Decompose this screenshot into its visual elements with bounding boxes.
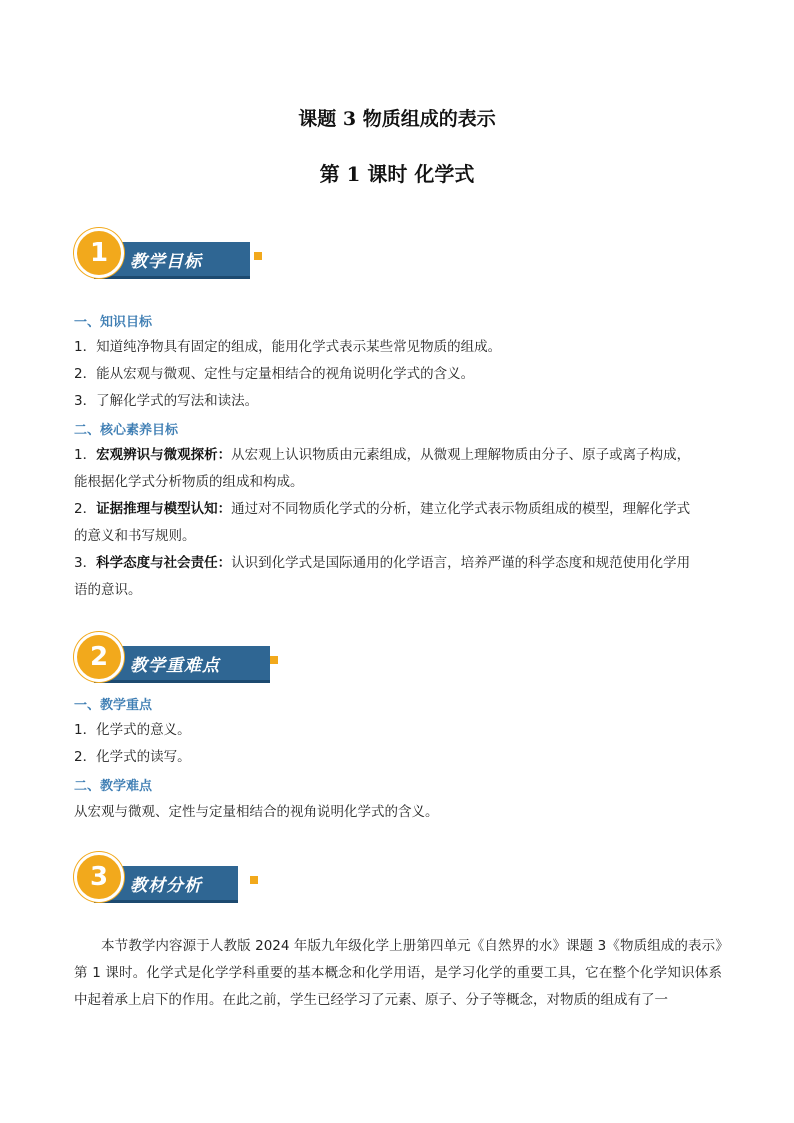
subsection-heading: 一、知识目标 bbox=[74, 315, 153, 330]
section-label: 教材分析 bbox=[130, 876, 202, 896]
section-header-key-points bbox=[74, 632, 274, 688]
section-label: 教学目标 bbox=[130, 252, 202, 272]
list-item bbox=[74, 554, 724, 572]
item-lead: 证据推理与模型认知： bbox=[96, 501, 232, 517]
list-item-continued: 的意义和书写规则。 bbox=[74, 528, 196, 544]
section-label: 教学重难点 bbox=[130, 656, 220, 676]
list-item: 2．能从宏观与微观、定性与定量相结合的视角说明化学式的含义。 bbox=[74, 366, 475, 382]
item-text: 通过对不同物质化学式的分析，建立化学式表示物质组成的模型，理解化学式 bbox=[231, 501, 691, 517]
decor-square-icon bbox=[254, 252, 262, 260]
list-item: 从宏观与微观、定性与定量相结合的视角说明化学式的含义。 bbox=[74, 804, 439, 820]
section-number-badge: 1 bbox=[74, 228, 124, 278]
section-header-objectives bbox=[74, 228, 274, 284]
subsection-heading: 一、教学重点 bbox=[74, 698, 153, 713]
subsection-heading: 二、教学难点 bbox=[74, 779, 153, 794]
list-item: 2．化学式的读写。 bbox=[74, 749, 191, 765]
item-number: 2． bbox=[74, 501, 97, 517]
item-text: 认识到化学式是国际通用的化学语言，培养严谨的科学态度和规范使用化学用 bbox=[231, 555, 691, 571]
item-text: 从宏观上认识物质由元素组成，从微观上理解物质由分子、原子或离子构成， bbox=[231, 447, 691, 463]
list-item: 3．了解化学式的写法和读法。 bbox=[74, 393, 259, 409]
section-number-badge: 3 bbox=[74, 852, 124, 902]
item-number: 1． bbox=[74, 447, 97, 463]
body-paragraph: 本节教学内容源于人教版 2024 年版九年级化学上册第四单元《自然界的水》课题 3《物质组成的表示》第 1 课时。化学式是化学学科重要的基本概念和化学用语，是学习化学的重要工具，它在整个化学知识体系中起着承上启下的作用。在此之前，学生已经学习了元素、原子、分子等概念，对物质的组成有了一 bbox=[74, 938, 722, 1008]
document-title: 课题 3 物质组成的表示 bbox=[298, 108, 496, 130]
decor-square-icon bbox=[250, 876, 258, 884]
list-item-continued: 能根据化学式分析物质的组成和构成。 bbox=[74, 474, 304, 490]
list-item bbox=[74, 500, 724, 518]
subsection-heading: 二、核心素养目标 bbox=[74, 423, 179, 438]
list-item: 1．知道纯净物具有固定的组成，能用化学式表示某些常见物质的组成。 bbox=[74, 339, 502, 355]
lesson-title: 第 1 课时 化学式 bbox=[319, 162, 475, 186]
item-lead: 宏观辨识与微观探析： bbox=[96, 447, 232, 463]
decor-square-icon bbox=[270, 656, 278, 664]
section-header-analysis bbox=[74, 852, 274, 908]
list-item-continued: 语的意识。 bbox=[74, 582, 142, 598]
section-number-badge: 2 bbox=[74, 632, 124, 682]
item-number: 3． bbox=[74, 555, 97, 571]
list-item bbox=[74, 446, 724, 464]
list-item: 1．化学式的意义。 bbox=[74, 722, 191, 738]
item-lead: 科学态度与社会责任： bbox=[96, 555, 232, 571]
